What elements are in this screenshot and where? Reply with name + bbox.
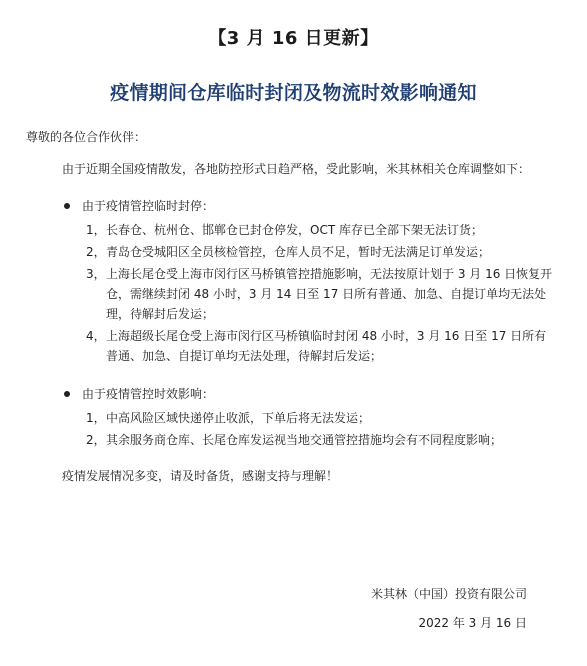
- list-item: [62, 220, 557, 240]
- list-item: [62, 408, 557, 428]
- item-number: 2，: [86, 433, 106, 447]
- item-text: 长春仓、杭州仓、邯郸仓已封仓停发，OCT 库存已全部下架无法订货；: [106, 223, 483, 237]
- closing-note: 疫情发展情况多变，请及时备货，感谢支持与理解！: [62, 469, 339, 483]
- list-item: [62, 430, 557, 450]
- company-signature: 米其林（中国）投资有限公司: [370, 587, 527, 601]
- signature-date: 2022 年 3 月 16 日: [418, 616, 527, 630]
- item-number: 2，: [86, 245, 106, 259]
- item-text: 上海超级长尾仓受上海市闵行区马桥镇临时封闭 48 小时，3 月 16 日至 17 日所有普通、加急、自提订单均无法处理，待解封后发运；: [106, 329, 547, 363]
- page-title: 疫情期间仓库临时封闭及物流时效影响通知: [110, 82, 477, 104]
- section-heading-text: 由于疫情管控临时封停：: [82, 199, 215, 213]
- list-item: [62, 326, 557, 366]
- item-text: 其余服务商仓库、长尾仓库发运视当地交通管控措施均会有不同程度影响；: [106, 433, 503, 447]
- item-text: 青岛仓受城阳区全员核检管控，仓库人员不足，暂时无法满足订单发运；: [106, 245, 491, 259]
- section-heading-text: 由于疫情管控时效影响：: [82, 387, 215, 401]
- update-tag: 【3 月 16 日更新】: [208, 28, 379, 49]
- greeting: 尊敬的各位合作伙伴：: [26, 130, 147, 144]
- item-number: 1，: [86, 223, 106, 237]
- item-number: 4，: [86, 329, 106, 343]
- item-text: 中高风险区域快递停止收派，下单后将无法发运；: [106, 411, 371, 425]
- list-item: [62, 242, 557, 262]
- bullet-icon: [64, 203, 70, 209]
- bullet-icon: [64, 391, 70, 397]
- item-number: 1，: [86, 411, 106, 425]
- section-heading: [62, 196, 557, 216]
- list-item: [62, 264, 557, 324]
- item-number: 3，: [86, 267, 106, 281]
- item-text: 上海长尾仓受上海市闵行区马桥镇管控措施影响，无法按原计划于 3 月 16 日恢复开仓，需继续封闭 48 小时，3 月 14 日至 17 日所有普通、加急、自提订单均无法处理，待解封后发运；: [106, 267, 553, 321]
- section-timeliness-impact: [62, 384, 557, 452]
- section-heading: [62, 384, 557, 404]
- intro-paragraph: 由于近期全国疫情散发，各地防控形式日趋严格，受此影响，米其林相关仓库调整如下：: [62, 162, 531, 176]
- impact-list: [62, 408, 557, 450]
- closure-list: [62, 220, 557, 366]
- section-temporary-closure: [62, 196, 557, 368]
